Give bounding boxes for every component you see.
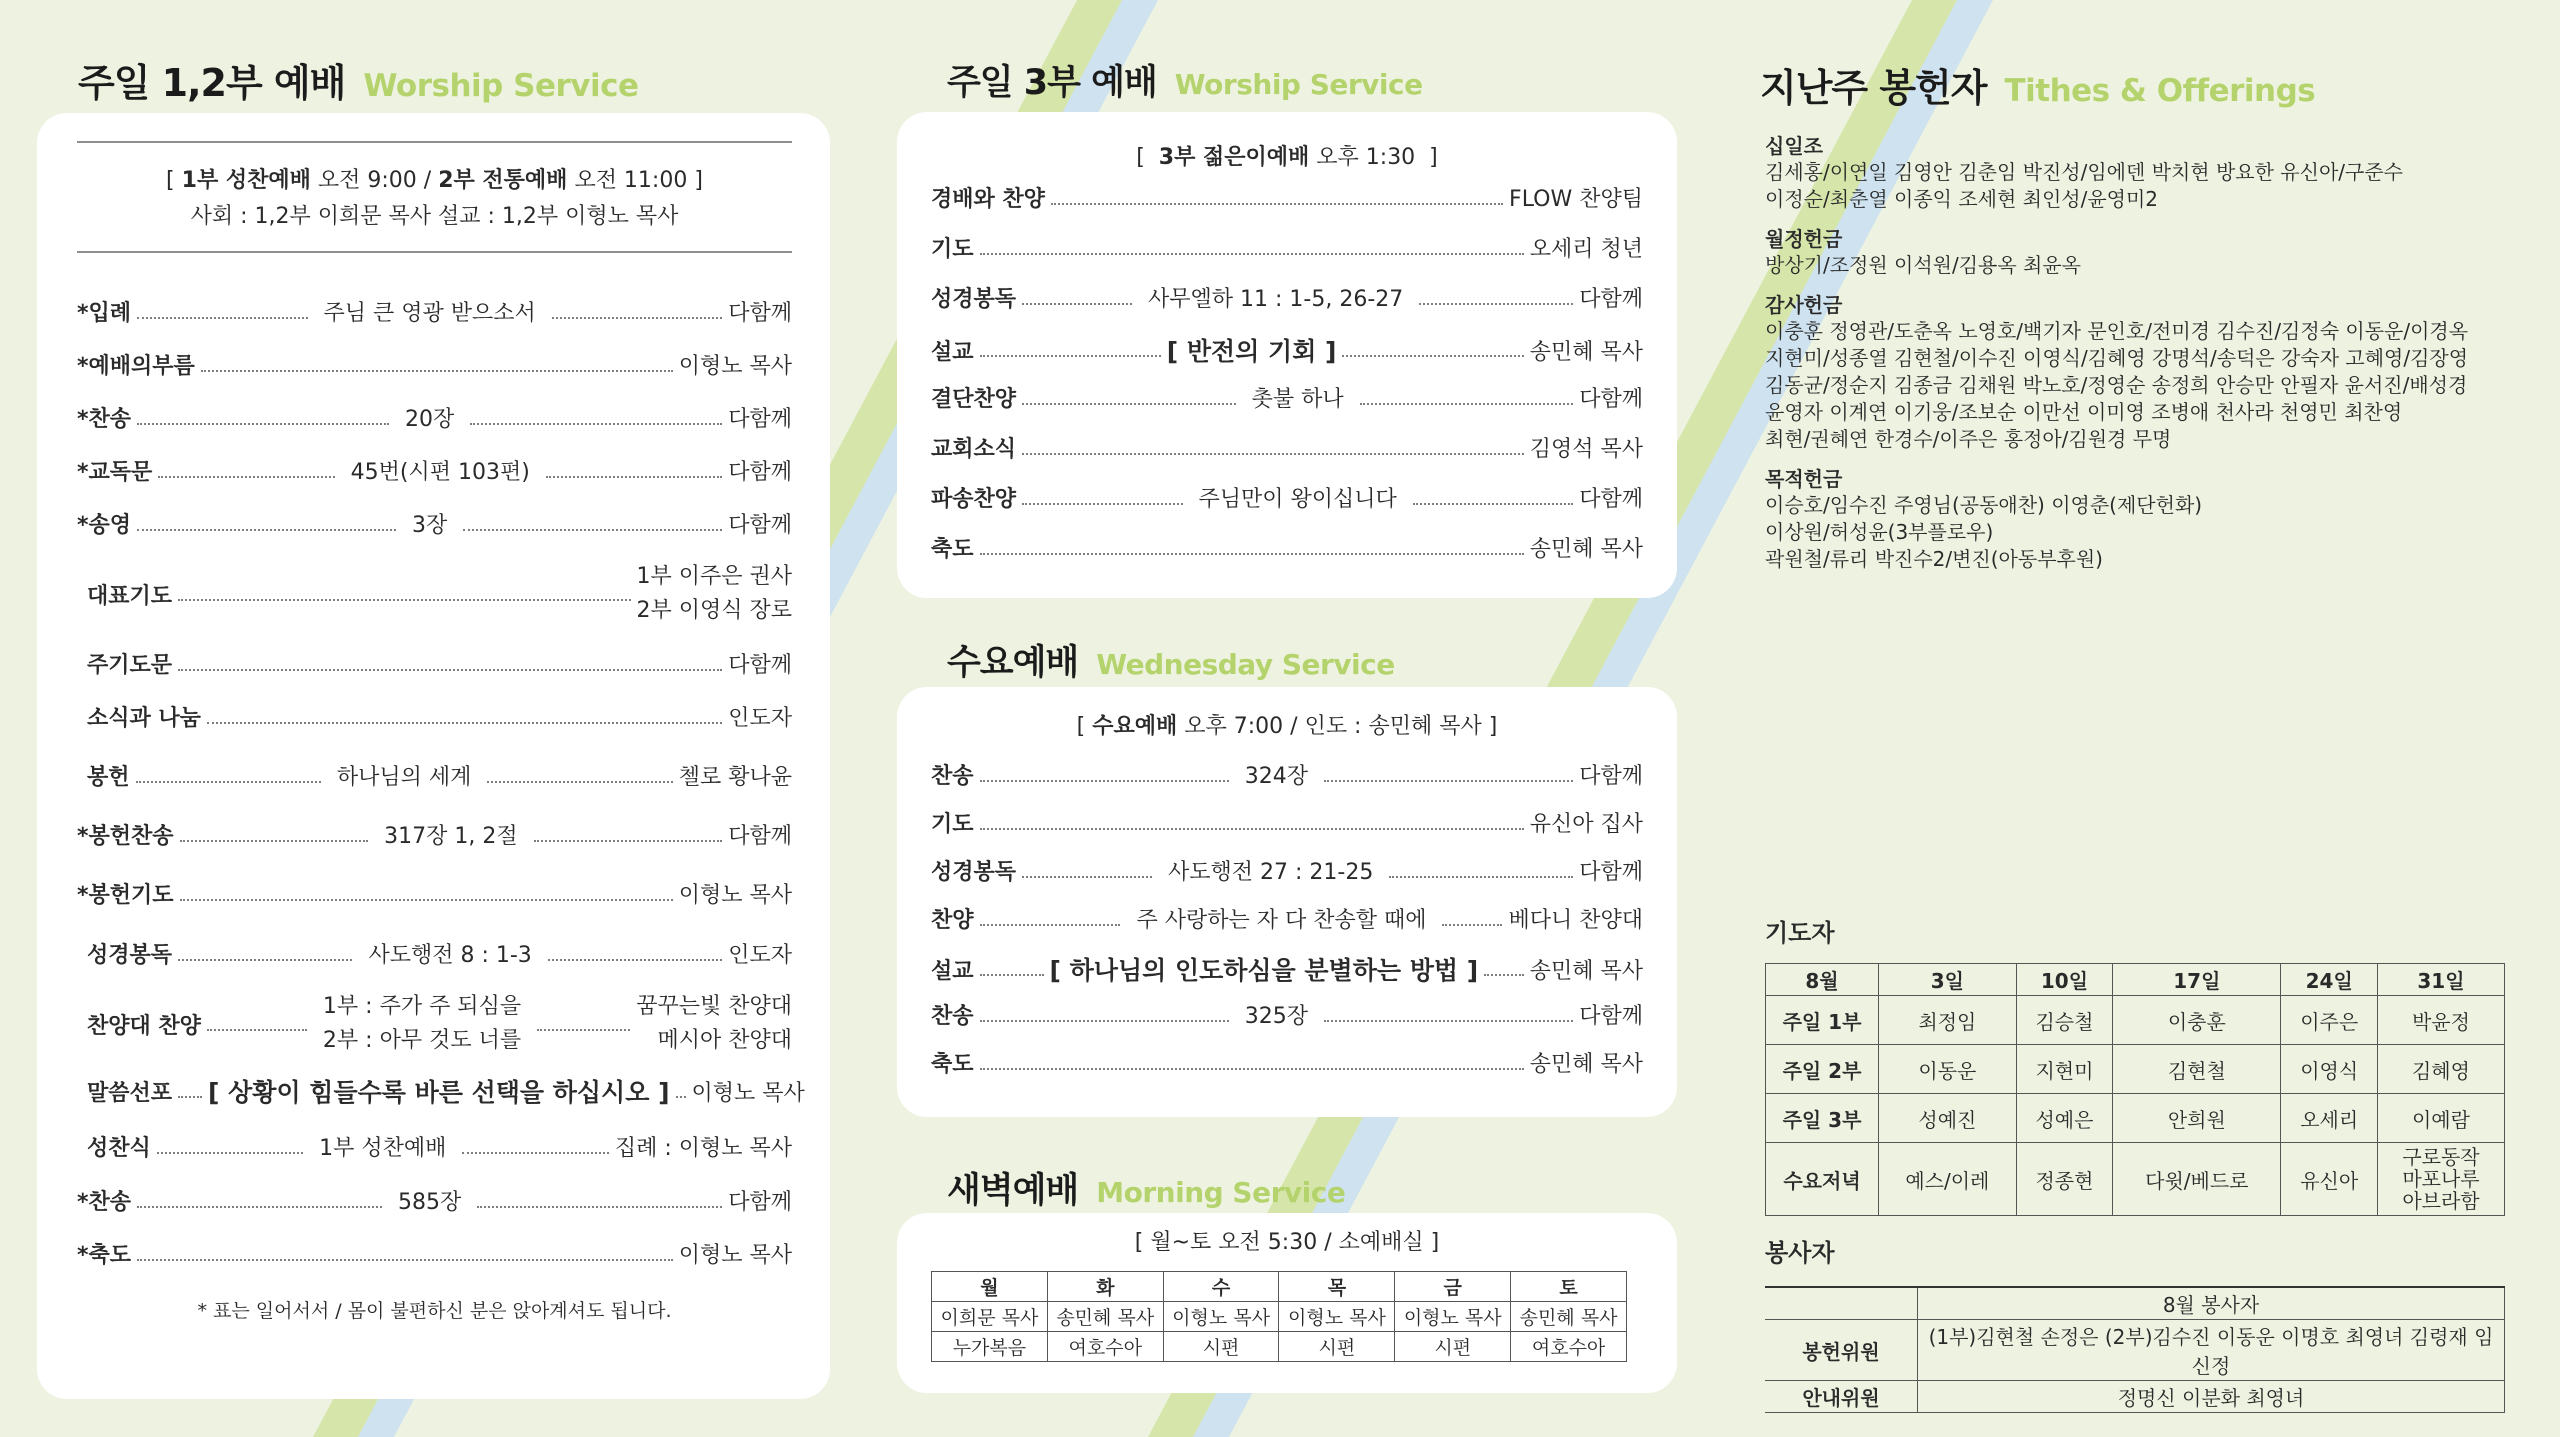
title-en: Morning Service	[1096, 1176, 1346, 1209]
order-row: *봉헌찬송 317장 1, 2절 다함께	[77, 824, 793, 849]
service-times: [ 1부 성찬예배 오전 9:00 / 2부 전통예배 오전 11:00 ]	[166, 168, 703, 193]
offering-line: 이충훈 정영관/도춘옥 노영호/백기자 문인호/전미경 김수진/김정숙 이동운/이경옥	[1765, 319, 2469, 343]
offering-line: 이정순/최춘열 이종익 조세현 최인성/윤영미2	[1765, 187, 2159, 211]
order-row: *봉헌기도 이형노 목사	[77, 883, 792, 908]
order-row: *입례 주님 큰 영광 받으소서 다함께	[77, 301, 792, 326]
card-wednesday	[897, 687, 1677, 1117]
title-en: Worship Service	[1174, 68, 1423, 101]
title-ko: 지난주 봉헌자	[1760, 66, 1987, 110]
order-row: 봉헌 하나님의 세계 첼로 황나윤	[87, 765, 793, 790]
order-row: 소식과 나눔 인도자	[87, 706, 792, 731]
section-title-sunday-3	[947, 55, 1423, 105]
title-ko: 주일 3부 예배	[947, 63, 1157, 103]
order-row: 주기도문 다함께	[87, 653, 792, 678]
order-row: *예배의부름 이형노 목사	[77, 354, 792, 379]
service-times: [ 수요예배 오후 7:00 / 인도 : 송민혜 목사 ]	[1076, 714, 1498, 739]
order-row: *축도 이형노 목사	[77, 1243, 792, 1268]
order-row: 대표기도 1부 이주은 권사 2부 이영식 장로	[87, 564, 792, 623]
order-row: 성경봉독 사무엘하 11 : 1-5, 26-27 다함께	[931, 287, 1643, 312]
offering-line: 이승호/임수진 주영님(공동애찬) 이영춘(제단헌화)	[1765, 493, 2203, 517]
order-row: 설교 [ 하나님의 인도하심을 분별하는 방법 ] 송민혜 목사	[931, 956, 1643, 985]
order-row: *찬송 20장 다함께	[77, 407, 792, 432]
order-row: 성찬식 1부 성찬예배 집례 : 이형노 목사	[87, 1136, 792, 1161]
order-row: 축도 송민혜 목사	[931, 1052, 1643, 1077]
order-row: 성경봉독 사도행전 8 : 1-3 인도자	[87, 943, 792, 968]
card-sunday-3	[897, 112, 1677, 598]
title-en: Worship Service	[363, 68, 639, 104]
offering-line: 지현미/성종열 김현철/이수진 이영식/김혜영 강명석/송덕은 강숙자 고혜영/김장영	[1765, 346, 2469, 370]
order-row: *찬송 585장 다함께	[77, 1190, 792, 1215]
order-row: 성경봉독 사도행전 27 : 21-25 다함께	[931, 860, 1643, 885]
order-row: 경배와 찬양 FLOW 찬양팀	[931, 187, 1643, 212]
order-row: 찬양대 찬양 1부 : 주가 주 되심을 2부 : 아무 것도 너를 꿈꾸는빛 찬양대 메시아 찬양대	[87, 994, 792, 1053]
offering-line: 김세홍/이연일 김영안 김춘임 박진성/임에덴 박치현 방요한 유신아/구준수	[1765, 160, 2403, 184]
service-times: [ 3부 젊은이예배 오후 1:30 ]	[1136, 145, 1438, 170]
volunteer-table: 8월 봉사자 봉헌위원 (1부)김현철 손정은 (2부)김수진 이동운 이명호 최영녀 김령재 임신정 안내위원 정명신 이분화 최영녀	[1765, 1286, 2505, 1413]
order-row: 교회소식 김영석 목사	[931, 437, 1643, 462]
service-times: [ 월~토 오전 5:30 / 소예배실 ]	[1134, 1230, 1440, 1255]
offering-line: 김동균/정순지 김종금 김채원 박노호/정영순 송정희 안승만 안필자 윤서진/배성경	[1765, 373, 2468, 397]
order-row: *송영 3장 다함께	[77, 513, 792, 538]
card-sunday-12	[37, 113, 830, 1399]
order-row: 찬송 325장 다함께	[931, 1004, 1643, 1029]
offering-heading: 목적헌금	[1765, 467, 1843, 491]
divider	[77, 141, 792, 143]
offering-line: 방상기/조정원 이석원/김용옥 최윤옥	[1765, 253, 2081, 277]
title-ko: 주일 1,2부 예배	[78, 61, 346, 105]
offering-heading: 감사헌금	[1765, 293, 1843, 317]
title-en: Wednesday Service	[1096, 648, 1395, 681]
order-row: 찬송 324장 다함께	[931, 764, 1643, 789]
offering-heading: 십일조	[1765, 134, 1823, 158]
offering-line: 최현/권혜연 한경수/이주은 홍정아/김원경 무명	[1765, 427, 2172, 451]
title-en: Tithes & Offerings	[2004, 73, 2316, 109]
title-ko: 새벽예배	[947, 1171, 1079, 1211]
order-row: 기도 유신아 집사	[931, 812, 1643, 837]
dawn-schedule-table: 월 화 수 목 금 토 이희문 목사 송민혜 목사 이형노 목사 이형노 목사 이형노 목사 송민혜 목사 누가복음 여호수아 시편 시편 시편 여호수아	[931, 1271, 1627, 1362]
order-row: 설교 [ 반전의 기회 ] 송민혜 목사	[931, 337, 1643, 366]
volunteer-title: 봉사자	[1765, 1239, 1835, 1267]
order-row: 찬양 주 사랑하는 자 다 찬송할 때에 베다니 찬양대	[931, 908, 1643, 933]
prayer-table: 8월 3일 10일 17일 24일 31일 주일 1부 최정임 김승철 이충훈 이주은 박윤정 주일 2부 이동운 지현미 김현철 이영식 김혜영 주일 3부 성예진 성예은 안희원 오세리 이예람 수요저녁 예스/이레 정종현 다윗/베드로 유신아 구로동작 마포나루 아브라함	[1765, 963, 2505, 1216]
section-title-sunday-12	[78, 52, 639, 107]
offering-heading: 월정헌금	[1765, 227, 1843, 251]
section-title-wednesday	[947, 635, 1395, 685]
section-title-dawn	[947, 1163, 1345, 1213]
title-ko: 수요예배	[947, 643, 1079, 683]
order-row: 기도 오세리 청년	[931, 237, 1643, 262]
offerings-list	[1765, 120, 2525, 573]
offering-line: 이상원/허성윤(3부플로우)	[1765, 520, 1994, 544]
offering-line: 윤영자 이계연 이기웅/조보순 이만선 이미영 조병애 천사라 천영민 최찬영	[1765, 400, 2403, 424]
divider	[77, 251, 792, 253]
card-dawn	[897, 1213, 1677, 1393]
footnote: * 표는 일어서서 / 몸이 불편하신 분은 앉아계셔도 됩니다.	[197, 1300, 672, 1322]
section-title-offerings	[1760, 57, 2315, 112]
order-row: 축도 송민혜 목사	[931, 537, 1643, 562]
order-row: 파송찬양 주님만이 왕이십니다 다함께	[931, 487, 1644, 512]
order-row: 결단찬양 촛불 하나 다함께	[931, 387, 1644, 412]
order-row: *교독문 45번(시편 103편) 다함께	[77, 460, 792, 485]
service-leaders: 사회 : 1,2부 이희문 목사 설교 : 1,2부 이형노 목사	[190, 204, 679, 229]
order-row: 말씀선포 [ 상황이 힘들수록 바른 선택을 하십시오 ] 이형노 목사	[87, 1078, 805, 1107]
prayer-title: 기도자	[1765, 919, 1835, 947]
offering-line: 곽원철/류리 박진수2/변진(아동부후원)	[1765, 547, 2103, 571]
